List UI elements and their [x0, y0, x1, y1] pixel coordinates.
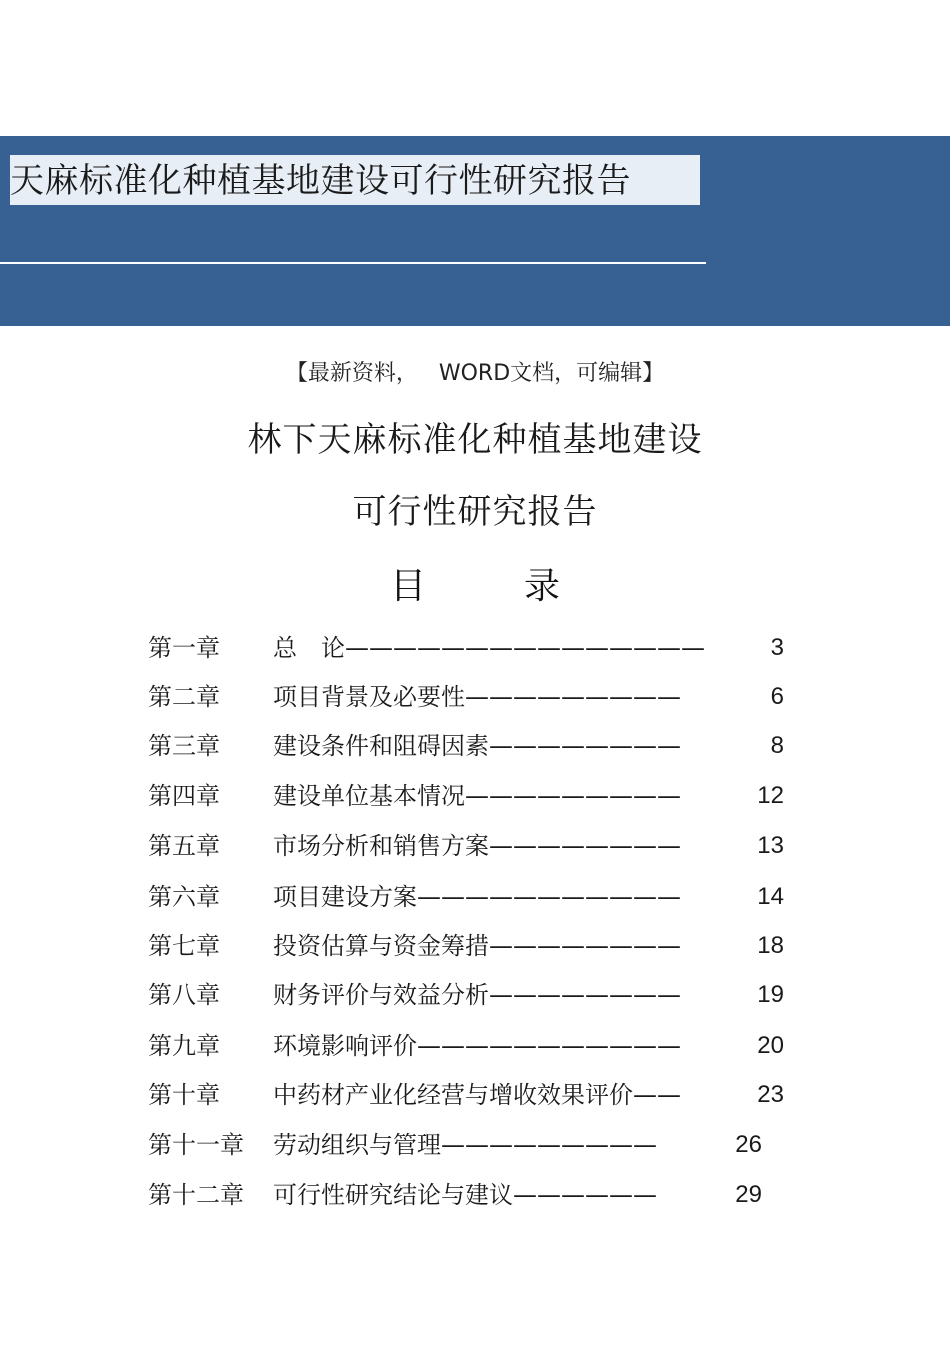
toc-chapter: 第四章 — [148, 782, 220, 810]
toc-page: 3 — [770, 634, 784, 661]
header-banner — [0, 136, 950, 326]
toc-chapter: 第六章 — [148, 883, 220, 911]
toc-page: 18 — [757, 932, 784, 959]
toc-title: 建设单位基本情况————————— — [273, 782, 681, 810]
toc-chapter: 第三章 — [148, 732, 220, 760]
toc-title: 总 论——————————————— — [273, 634, 705, 662]
toc-page: 20 — [757, 1032, 784, 1059]
toc-entry[interactable] — [0, 975, 950, 1015]
toc-chapter: 第十一章 — [148, 1131, 244, 1159]
toc-entry[interactable] — [0, 926, 950, 966]
toc-entry[interactable] — [0, 877, 950, 917]
toc-page: 8 — [770, 732, 784, 759]
toc-title: 项目建设方案——————————— — [273, 883, 681, 911]
toc-chapter: 第九章 — [148, 1032, 220, 1060]
toc-entry[interactable] — [0, 1075, 950, 1115]
toc-page: 13 — [757, 832, 784, 859]
toc-title: 投资估算与资金筹措———————— — [273, 932, 681, 960]
banner-title: 天麻标准化种植基地建设可行性研究报告 — [10, 161, 631, 201]
banner-rule — [0, 262, 706, 264]
banner-title-box — [10, 155, 700, 205]
toc-entry[interactable] — [0, 1026, 950, 1066]
toc-page: 6 — [770, 683, 784, 710]
toc-page: 29 — [735, 1181, 762, 1208]
toc-entry[interactable] — [0, 1125, 950, 1165]
toc-chapter: 第十章 — [148, 1081, 220, 1109]
document-note: 【最新资料， WORD文档，可编辑】 — [285, 361, 665, 386]
toc-entry[interactable] — [0, 677, 950, 717]
toc-entry[interactable] — [0, 1175, 950, 1215]
toc-title: 中药材产业化经营与增收效果评价—— — [273, 1081, 681, 1109]
toc-page: 23 — [757, 1081, 784, 1108]
toc-page: 19 — [757, 981, 784, 1008]
toc-entry[interactable] — [0, 628, 950, 668]
toc-title: 可行性研究结论与建议—————— — [273, 1181, 657, 1209]
toc-title: 市场分析和销售方案———————— — [273, 832, 681, 860]
main-title-line-2: 可行性研究报告 — [352, 492, 598, 532]
main-title-line-1: 林下天麻标准化种植基地建设 — [247, 420, 703, 460]
toc-chapter: 第一章 — [148, 634, 220, 662]
toc-title: 劳动组织与管理————————— — [273, 1131, 657, 1159]
toc-title: 项目背景及必要性————————— — [273, 683, 681, 711]
toc-chapter: 第十二章 — [148, 1181, 244, 1209]
toc-entry[interactable] — [0, 726, 950, 766]
toc-chapter: 第二章 — [148, 683, 220, 711]
toc-heading-char-1: 目 — [390, 566, 427, 607]
toc-entry[interactable] — [0, 776, 950, 816]
toc-chapter: 第七章 — [148, 932, 220, 960]
toc-chapter: 第五章 — [148, 832, 220, 860]
toc-chapter: 第八章 — [148, 981, 220, 1009]
toc-heading — [390, 565, 560, 609]
toc-page: 12 — [757, 782, 784, 809]
toc-title: 建设条件和阻碍因素———————— — [273, 732, 681, 760]
toc-title: 财务评价与效益分析———————— — [273, 981, 681, 1009]
toc-page: 26 — [735, 1131, 762, 1158]
toc-page: 14 — [757, 883, 784, 910]
toc-heading-char-2: 录 — [523, 566, 560, 607]
toc-title: 环境影响评价——————————— — [273, 1032, 681, 1060]
toc-entry[interactable] — [0, 826, 950, 866]
